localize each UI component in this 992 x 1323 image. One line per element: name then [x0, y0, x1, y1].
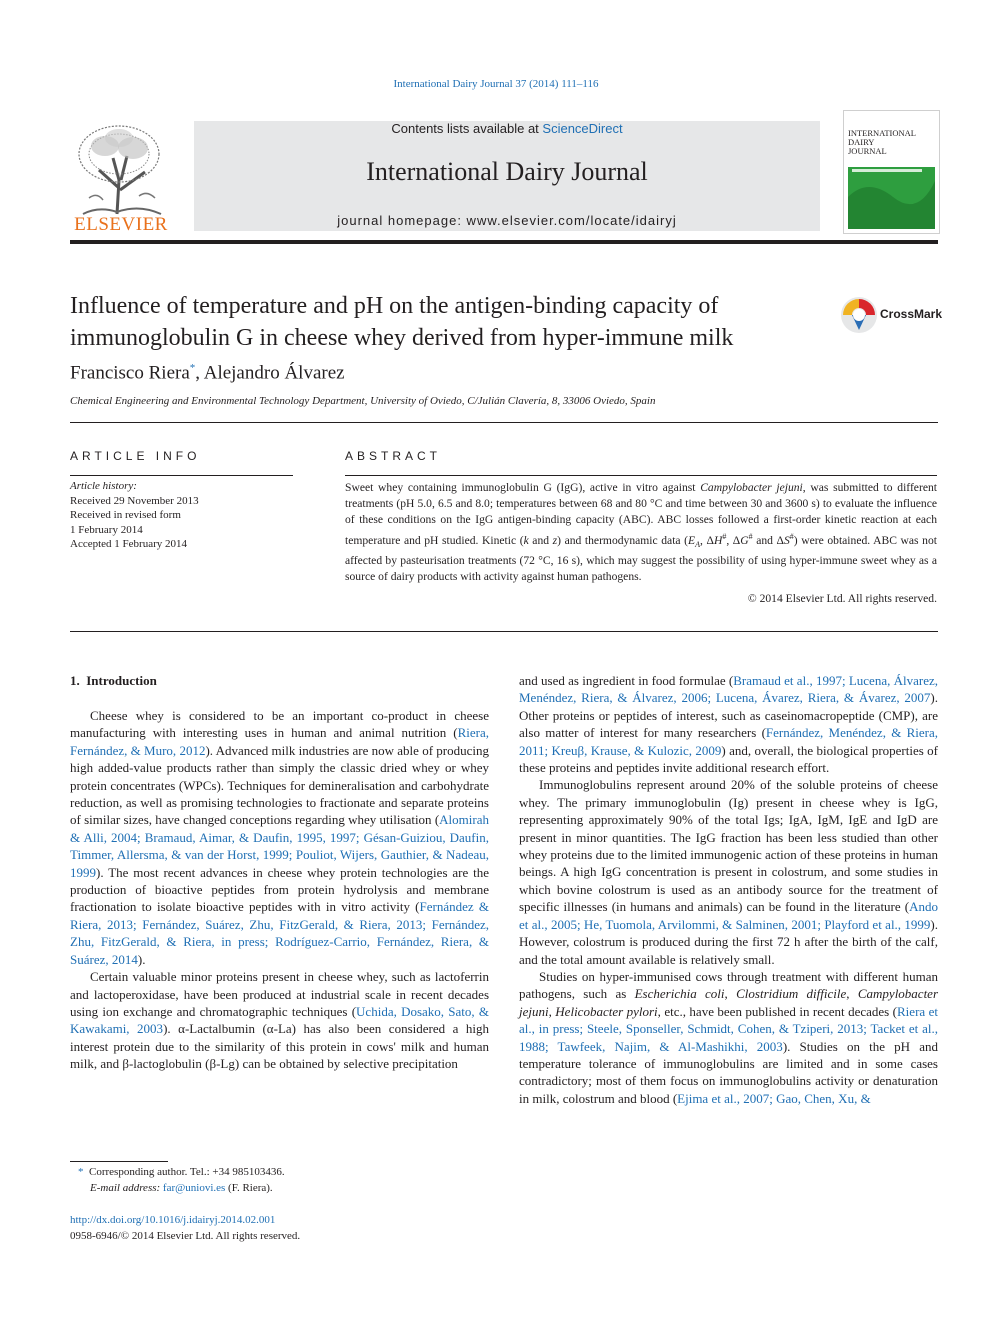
journal-title: International Dairy Journal — [366, 157, 648, 186]
article-title: Influence of temperature and pH on the antigen-binding capacity of immunoglobulin G in cheese whey derived from hyper-immune milk — [70, 293, 734, 351]
history-line: Accepted 1 February 2014 — [70, 538, 187, 550]
history-line: Received 29 November 2013 — [70, 494, 199, 507]
issn-line: 0958-6946/© 2014 Elsevier Ltd. All rights reserved. — [70, 1230, 301, 1242]
history-line: Received in revised form — [70, 509, 181, 521]
paragraph: Cheese whey is considered to be an important co-product in cheese manufacturing with interesting uses in human and animal nutrition (Riera, Fernández, & Muro, 2012). Advanced milk industries are now able of producing high added-value products rather than simply the classic dried whey or whey protein concentrates (WPCs). Techniques for demineralisation and carbohydrate reduction, as well as promising technologies to fractionate and separate proteins of similar sizes, have changed conceptions regarding whey utilisation (Alomirah & Alli, 2004; Bramaud, Aimar, & Daufin, 1995, 1997; Gésan-Guiziou, Daufin, Timmer, Allersma, & van der Horst, 1999; Pouliot, Wijers, Gauthier, & Nadeau, 1999). The most recent advances in cheese whey protein technologies are the production of bioactive peptides from protein hydrolysis and membrane fractionation to isolate bioactive peptides with in vitro activity (Fernández & Riera, 2013; Fernández, Suárez, Zhu, FitzGerald, & Riera, 2013; Fernández, Zhu, FitzGerald, & Riera, in press; Rodríguez-Carrio, Fernández, Riera, & Suárez, 2014). — [70, 708, 489, 967]
paragraph: Immunoglobulins represent around 20% of the soluble proteins of cheese whey. The primary immunoglobulin (Ig) present in cheese whey is IgG, representing approximately 90% of the total Igs; IgA, IgM, IgE and IgD are present in minor quantities. The IgG fraction has been less studied than other whey proteins due to the limited immunogenic action of these proteins in human beings. A high IgG concentration is present in colostrum, and some studies in which bovine colostrum is used as an antibody source for the treatment of specific illnesses (in humans and animals) can be found in the literature (Ando et al., 2005; He, Tuomola, Arvilommi, & Salminen, 2001; Playford et al., 1999). However, colostrum is produced during the first 72 h after the birth of the calf, and the total amount available is relatively small. — [519, 777, 938, 967]
email-link[interactable]: far@uniovi.es — [162, 1181, 226, 1194]
abstract-copyright: © 2014 Elsevier Ltd. All rights reserved. — [747, 592, 937, 605]
citation-link[interactable]: Fernández & Riera, 2013; Fernández, Suárez, Zhu, FitzGerald, & Riera, 2013; Fernández, Zhu, FitzGerald, & Riera, in press; Rodríguez-Carrio, Fernández, Riera, & Suárez, 2014 — [70, 899, 489, 967]
abstract-bottom-rule — [70, 631, 938, 632]
history-line: 1 February 2014 — [70, 523, 143, 536]
body-column-left — [70, 707, 489, 1073]
cover-title: INTERNATIONAL DAIRY JOURNAL — [848, 128, 916, 156]
contents-line: Contents lists available at ScienceDirect — [391, 121, 623, 136]
citation-link[interactable]: Ejima et al., 2007; Gao, Chen, Xu, & — [677, 1090, 871, 1106]
doi-block — [70, 1212, 300, 1244]
citation-link[interactable]: Fernández, Menéndez, & Riera, 2011; Kreuβ, Krause, & Kulozic, 2009 — [519, 725, 938, 758]
crossmark-label: CrossMark — [880, 307, 943, 321]
intro-heading: 1. Introduction — [70, 673, 157, 688]
sciencedirect-link[interactable]: ScienceDirect — [542, 121, 623, 136]
citation-link[interactable]: Riera, Fernández, & Muro, 2012 — [70, 725, 489, 758]
journal-citation[interactable]: International Dairy Journal 37 (2014) 111–116 — [393, 78, 599, 90]
journal-banner — [194, 121, 820, 231]
abstract-text: Sweet whey containing immunoglobulin G (IgG), active in vitro against Campylobacter jejuni, was submitted to different treatments (pH 5.0, 6.5 and 8.0; temperatures between 68 and 80 °C and time between 30 and 3600 s) to evaluate the influence of these conditions on the IgG antigen-binding capacity (ABC). ABC losses followed a first-order kinetic reaction at each temperature and pH studied. Kinetic (k and z) and thermodynamic data ($E_A$, ΔH#, ΔG# and ΔS#) were obtained. ABC was not affected by pasteurisation treatments (72 °C, 16 s), which may suggest the possibility of using hyper-immune sweet whey as a source of dairy products with activity against human pathogens. — [345, 481, 937, 584]
abstract-rule — [345, 475, 937, 476]
header-rule — [70, 240, 938, 244]
author-alvarez: Alejandro Álvarez — [203, 362, 345, 384]
footnote: * Corresponding author. Tel.: +34 985103436. E-mail address: far@uniovi.es (F. Riera). — [78, 1166, 285, 1194]
article-history: Article history: Received 29 November 2013 Received in revised form 1 February 2014 Accepted 1 February 2014 — [70, 480, 199, 550]
cover-green-panel-icon — [848, 167, 935, 229]
body-column-right — [519, 672, 938, 1107]
paragraph: Studies on hyper-immunised cows through treatment with different human pathogens, such as Escherichia coli, Clostridium difficile, Campylobacter jejuni, Helicobacter pylori, etc., have been published in recent decades (Riera et al., in press; Steele, Sponseller, Schmidt, Cohen, & Tziperi, 2013; Tacket et al., 1988; Tawfeek, Najim, & Al-Mashikhi, 2003). Studies on the pH and temperature tolerance of immunoglobulins are limited and in some cases contradictory; most of them focus on immunoglobulins activity or denaturation in milk, colostrum and blood (Ejima et al., 2007; Gao, Chen, Xu, & — [519, 968, 939, 1106]
citation-link[interactable]: Uchida, Dosako, Sato, & Kawakami, 2003 — [70, 1003, 489, 1037]
citation-link[interactable]: Alomirah & Alli, 2004; Bramaud, Aimar, & Daufin, 1995, 1997; Gésan-Guiziou, Daufin, Timmer, Allersma, & van der Horst, 1999; Pouliot, Wijers, Gauthier, & Nadeau, 1999 — [70, 812, 489, 880]
journal-homepage[interactable]: journal homepage: www.elsevier.com/locate/idairyj — [337, 213, 677, 228]
citation-link[interactable]: Ando et al., 2005; He, Tuomola, Arvilommi, & Salminen, 2001; Playford et al., 1999 — [519, 899, 938, 932]
affiliation: Chemical Engineering and Environmental Technology Department, University of Oviedo, C/Julián Clavería, 8, 33006 Oviedo, Spain — [70, 395, 656, 407]
citation-link[interactable]: Bramaud et al., 1997; Lucena, Álvarez, Menéndez, Riera, & Álvarez, 2006; Lucena, Ávarez, Riera, & Ávarez, 2007 — [519, 673, 939, 706]
affiliation-rule — [70, 422, 938, 423]
author-riera: Francisco Riera — [70, 362, 190, 384]
crossmark-badge[interactable] — [840, 296, 943, 336]
corresponding-author-note: Corresponding author. Tel.: +34 985103436. — [89, 1166, 285, 1178]
crossmark-icon — [840, 296, 878, 334]
elsevier-wordmark: ELSEVIER — [74, 214, 168, 235]
article-info-heading: ARTICLE INFO — [70, 449, 201, 463]
doi-link[interactable]: http://dx.doi.org/10.1016/j.idairyj.2014.02.001 — [70, 1214, 276, 1226]
corresponding-mark[interactable]: * — [189, 362, 196, 374]
footnote-rule — [70, 1161, 168, 1162]
citation-link[interactable]: Riera et al., in press; Steele, Sponseller, Schmidt, Cohen, & Tziperi, 2013; Tacket et al., 1988; Tawfeek, Najim, & Al-Mashikhi, 2003 — [519, 1003, 938, 1054]
elsevier-logo — [69, 118, 173, 238]
article-info-rule — [70, 475, 293, 476]
paragraph: Certain valuable minor proteins present in cheese whey, such as lactoferrin and lactoperoxidase, have been produced at industrial scale in recent decades using ion exchange and chromatographic techniques (Uchida, Dosako, Sato, & Kawakami, 2003). α-Lactalbumin (α-La) has also been considered a high interest protein due to the similarity of this protein in cows' milk and human milk, and β-lactoglobulin (β-Lg) can be obtained by selective precipitation — [70, 969, 489, 1072]
journal-cover[interactable] — [843, 110, 940, 234]
abstract-heading: ABSTRACT — [345, 449, 442, 463]
paragraph: and used as ingredient in food formulae (Bramaud et al., 1997; Lucena, Álvarez, Menéndez, Riera, & Álvarez, 2006; Lucena, Ávarez, Riera, & Ávarez, 2007). Other proteins or peptides of interest, such as caseinomacropeptide (CMP), are also matter of interest for many researchers (Fernández, Menéndez, & Riera, 2011; Kreuβ, Krause, & Kulozic, 2009) and, overall, the biological properties of these proteins and peptides invite additional research effort. — [519, 673, 939, 776]
authors: Francisco Riera*, Alejandro Álvarez — [70, 362, 345, 384]
